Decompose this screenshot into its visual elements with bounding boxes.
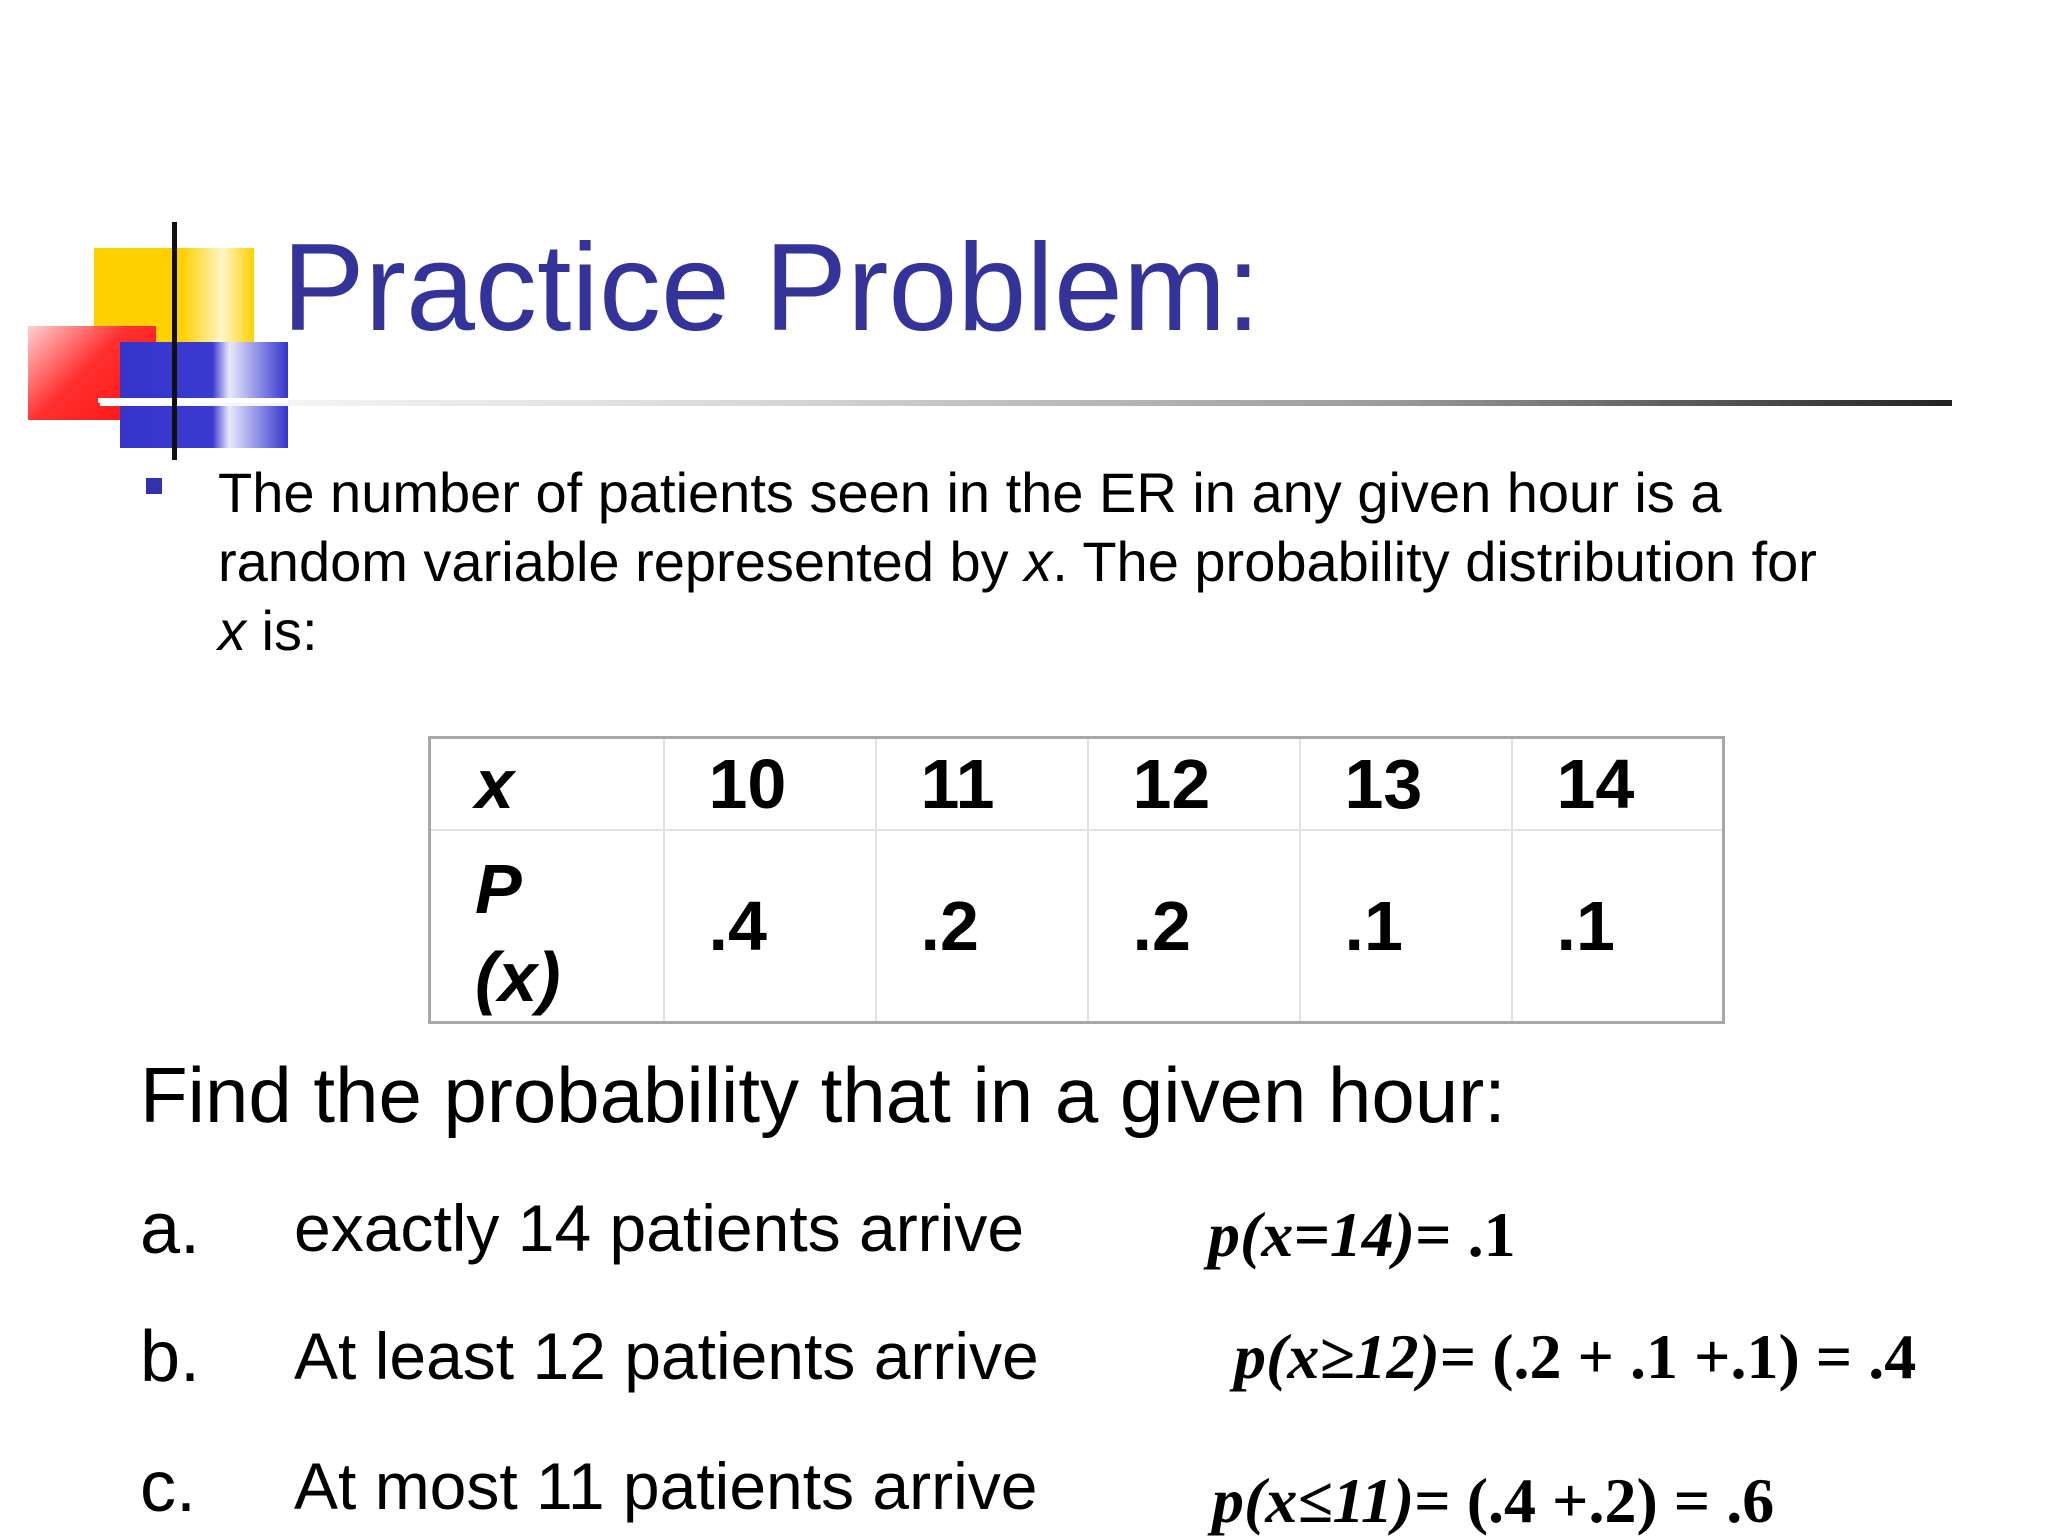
answer-result: = (.2 + .1 +.1) = .4 (1439, 1321, 1917, 1392)
x-value: 14 (1512, 738, 1724, 830)
p-value: .2 (876, 830, 1088, 1023)
x-value: 12 (1088, 738, 1300, 830)
x-value: 11 (876, 738, 1088, 830)
bullet-square-icon (146, 478, 162, 494)
answer-a (1208, 1198, 1516, 1272)
answer-b (1234, 1320, 1916, 1394)
question-letter-c: c. (140, 1447, 197, 1527)
variable-x: x (1024, 530, 1053, 593)
p-value: .4 (664, 830, 876, 1023)
table-row-p (430, 830, 1724, 1023)
question-text-b: At least 12 patients arrive (294, 1319, 1039, 1393)
question-text-a: exactly 14 patients arrive (294, 1191, 1025, 1265)
title-underline-rule (100, 400, 1952, 406)
table-row-x (430, 738, 1724, 830)
slide-title: Practice Problem: (282, 219, 1261, 357)
problem-text-2: . The probability distribution for (1052, 530, 1817, 593)
p-value: .1 (1512, 830, 1724, 1023)
x-value: 10 (664, 738, 876, 830)
blue-square-decoration (120, 342, 288, 448)
p-value: .2 (1088, 830, 1300, 1023)
question-text-c: At most 11 patients arrive (294, 1449, 1038, 1523)
answer-result: = (.4 +.2) = .6 (1414, 1465, 1775, 1536)
question-letter-a: a. (140, 1189, 201, 1269)
distribution-table (428, 736, 1725, 1024)
row-label-x: x (430, 738, 664, 830)
variable-x: x (218, 599, 246, 662)
answer-expression: p(x=14) (1208, 1199, 1416, 1270)
answer-expression: p(x≤11) (1212, 1465, 1415, 1536)
p-value: .1 (1300, 830, 1512, 1023)
answer-expression: p(x≥12) (1234, 1321, 1440, 1392)
answer-c (1212, 1464, 1774, 1538)
row-label-p (430, 830, 664, 1023)
problem-statement (218, 458, 1838, 665)
white-line-decoration (98, 398, 288, 403)
vertical-line-decoration (172, 222, 177, 460)
answer-result: = .1 (1415, 1199, 1516, 1270)
x-value: 13 (1300, 738, 1512, 830)
row-label-p-text: P(x) (475, 849, 561, 1016)
question-prompt: Find the probability that in a given hour: (140, 1051, 1506, 1139)
problem-text-1: The number of patients seen in the ER in any given hour is a random variable represented by (218, 461, 1722, 593)
problem-text-3: is: (246, 599, 318, 662)
question-letter-b: b. (140, 1317, 201, 1397)
